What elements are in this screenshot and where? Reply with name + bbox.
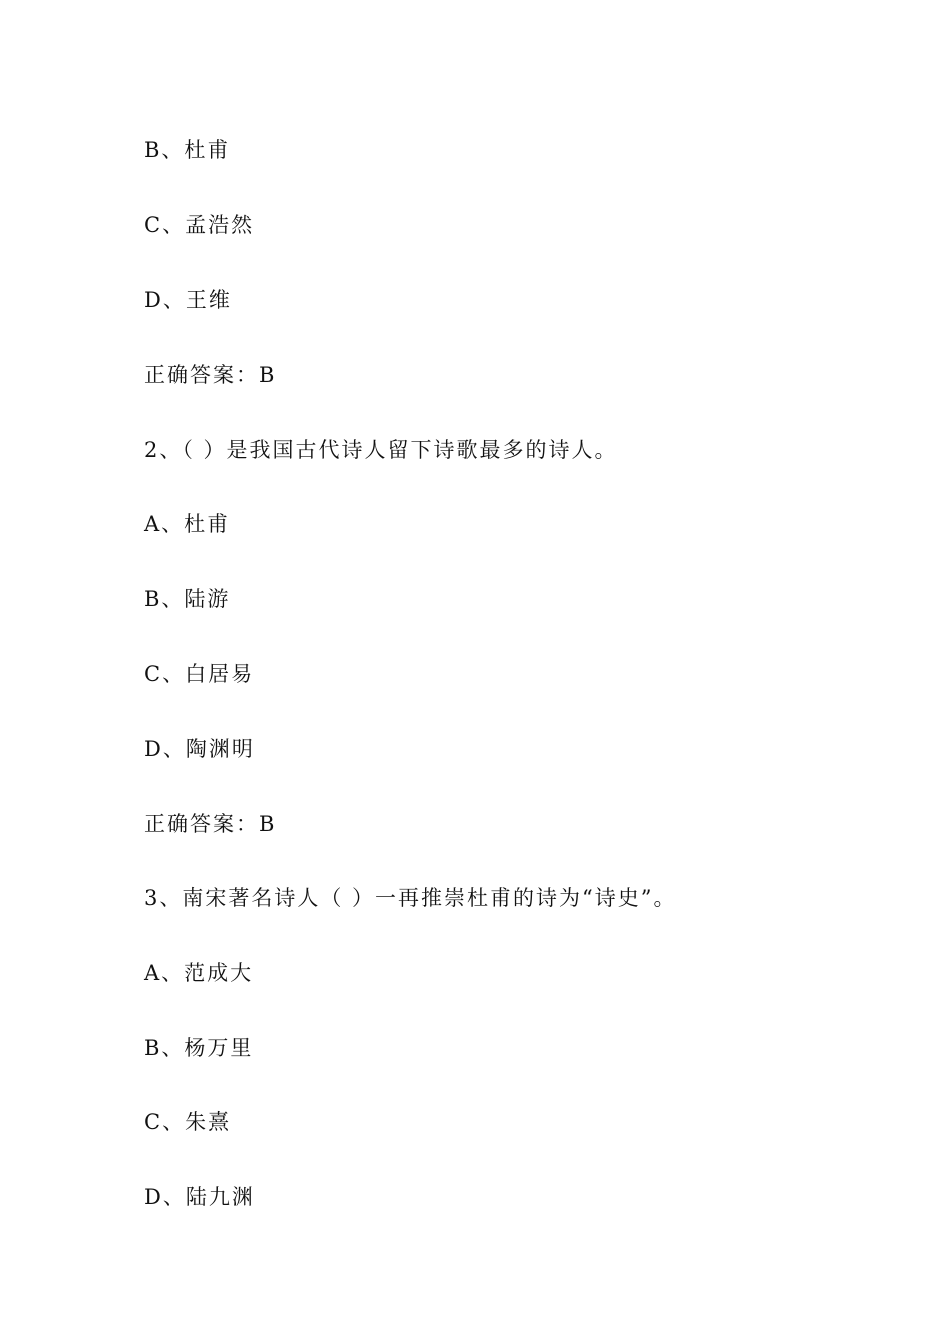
question-2: 2、（ ）是我国古代诗人留下诗歌最多的诗人。 bbox=[144, 438, 618, 462]
option-d-q1: D、王维 bbox=[144, 288, 232, 312]
option-d-q3: D、陆九渊 bbox=[144, 1185, 255, 1209]
option-a-q3: A、范成大 bbox=[144, 961, 254, 985]
option-a-q2: A、杜甫 bbox=[144, 512, 231, 536]
option-d-q2: D、陶渊明 bbox=[144, 737, 255, 761]
correct-answer-q2: 正确答案：B bbox=[144, 812, 277, 836]
option-c-q1: C、孟浩然 bbox=[144, 213, 255, 237]
correct-answer-q1: 正确答案：B bbox=[144, 363, 277, 387]
option-b-q3: B、杨万里 bbox=[144, 1036, 254, 1060]
option-c-q2: C、白居易 bbox=[144, 662, 255, 686]
option-c-q3: C、朱熹 bbox=[144, 1110, 232, 1134]
option-b-q2: B、陆游 bbox=[144, 587, 231, 611]
question-3: 3、南宋著名诗人（ ）一再推崇杜甫的诗为“诗史”。 bbox=[144, 886, 677, 910]
option-b-q1: B、杜甫 bbox=[144, 138, 231, 162]
